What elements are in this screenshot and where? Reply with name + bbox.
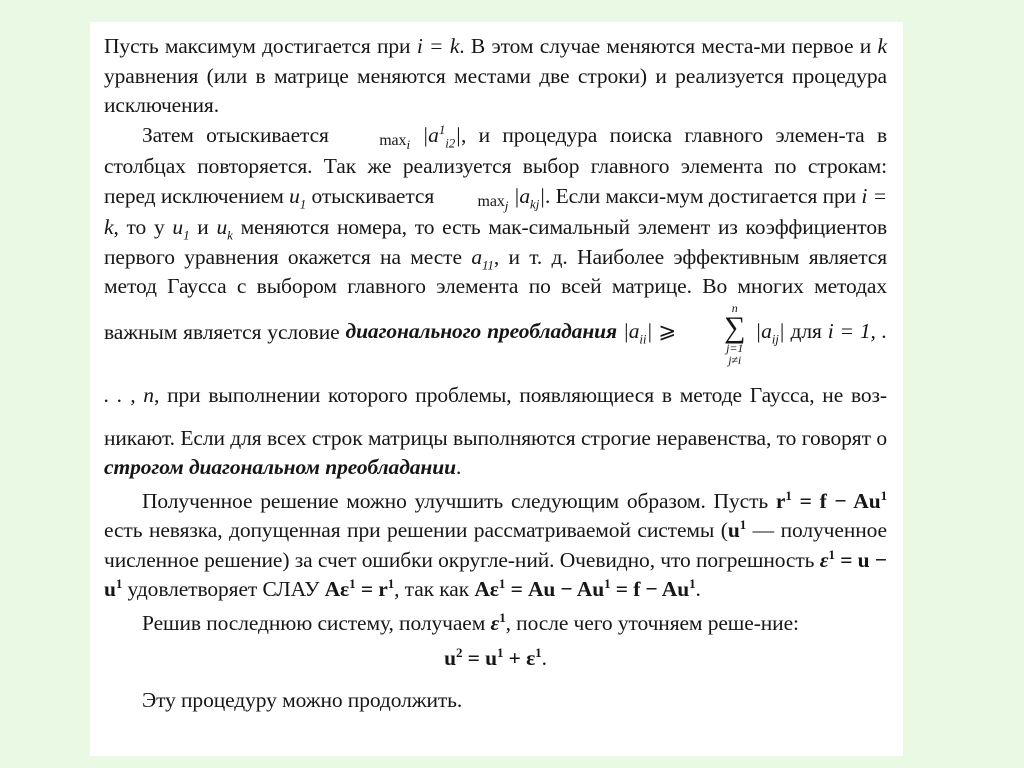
- math-inline: $r^1 = f - Au^1$: [775, 487, 887, 513]
- math-inline: $u_k$: [216, 215, 233, 243]
- math-inline: k: [877, 34, 887, 58]
- text-run: .: [455, 455, 462, 479]
- display-formula: $u^2 = u^1 + \varepsilon^1$.: [444, 644, 547, 670]
- term-diagonal-dominance: диагонального преобладания: [345, 319, 617, 344]
- text-run: отыскивается: [311, 183, 435, 208]
- paragraph-5: [104, 686, 887, 716]
- max-operator: $\max_j$: [477, 192, 509, 213]
- text-run: уравнения (или в матрице меняются местами две строки) и реализуется процедура исключения.: [104, 63, 887, 117]
- document-text: [104, 32, 887, 715]
- math-inline: $u_1$: [172, 215, 190, 243]
- text-run: , при выполнении которого проблемы, появляющиеся в методе Гаусса, не воз-никают. Если для всех строк матрицы выполняются строгие неравенства, то говорят о: [104, 382, 887, 450]
- text-run: .: [695, 577, 701, 601]
- text-run: , и т. д. Наиболее эффективным является метод Гаусса с выбором главного элемента по всей матрице. Во многих методах важным является условие: [104, 244, 888, 344]
- text-run: Эту процедуру можно продолжить.: [142, 687, 463, 712]
- paragraph-4: [104, 609, 887, 639]
- math-inline: $A\varepsilon^1 = r^1$: [324, 575, 395, 601]
- text-run: Затем отыскивается: [142, 122, 329, 147]
- text-run: Решив последнюю систему, получаем: [142, 610, 486, 635]
- math-inline: i = k: [104, 183, 888, 239]
- max-operator: $\max_i$: [379, 131, 410, 152]
- paragraph-1: [104, 32, 887, 121]
- math-inline: $|a^1_{i2}|$: [422, 121, 461, 150]
- text-run: . В этом случае меняются места-ми первое и: [459, 34, 872, 58]
- text-run: , то у: [113, 215, 165, 239]
- paragraph-2: [104, 121, 887, 483]
- paragraph-3: [104, 487, 887, 605]
- math-inline: $A\varepsilon^1 = Au - Au^1 = f - Au^1$: [474, 575, 696, 601]
- math-inline: $\varepsilon^1 = u - u^1$: [104, 546, 888, 601]
- math-inline: i = 1, . . . , n: [104, 319, 888, 407]
- term-strict-diagonal-dominance: строгом диагональном преобладании: [104, 455, 456, 479]
- text-run: , так как: [394, 577, 470, 601]
- text-run: . Если макси-мум достигается при: [545, 183, 857, 208]
- math-inline: $\varepsilon^1$: [490, 609, 506, 635]
- math-inline: $|a_{ij}|$: [755, 319, 785, 347]
- text-run: Полученное решение можно улучшить следующим образом. Пусть: [142, 488, 769, 513]
- math-inline: i = k: [416, 34, 460, 58]
- text-run: есть невязка, допущенная при решении рассматриваемой системы (: [104, 518, 728, 542]
- text-run: удовлетворяет СЛАУ: [127, 577, 320, 601]
- math-symbol: ⩾: [658, 319, 677, 344]
- text-run: и: [197, 215, 209, 239]
- text-run: для: [790, 319, 822, 344]
- math-inline: $u_1$: [289, 183, 307, 211]
- math-inline: $|a_{ii}|$: [622, 319, 653, 347]
- sum-operator: n ∑ j=1 j≠i: [724, 300, 746, 367]
- text-run: меняются номера, то есть мак-симальный элемент из коэффициентов первого уравнения окажется на месте: [104, 215, 888, 269]
- text-run: — полученное численное решение) за счет ошибки округле-ний. Очевидно, что погрешность: [104, 518, 887, 572]
- text-run: , и процедура поиска главного элемен-та в столбцах повторяется. Так же реализуется выбор главного элемента по строкам: перед исключением: [104, 122, 887, 208]
- text-run: , после чего уточняем реше-ние:: [505, 610, 799, 635]
- document-page: [90, 22, 903, 756]
- text-run: Пусть максимум достигается при: [104, 34, 411, 58]
- math-inline: $u^1$: [727, 516, 747, 542]
- math-inline: $|a_{kj}|$: [513, 183, 546, 211]
- math-inline: $a_{11}$: [471, 244, 494, 272]
